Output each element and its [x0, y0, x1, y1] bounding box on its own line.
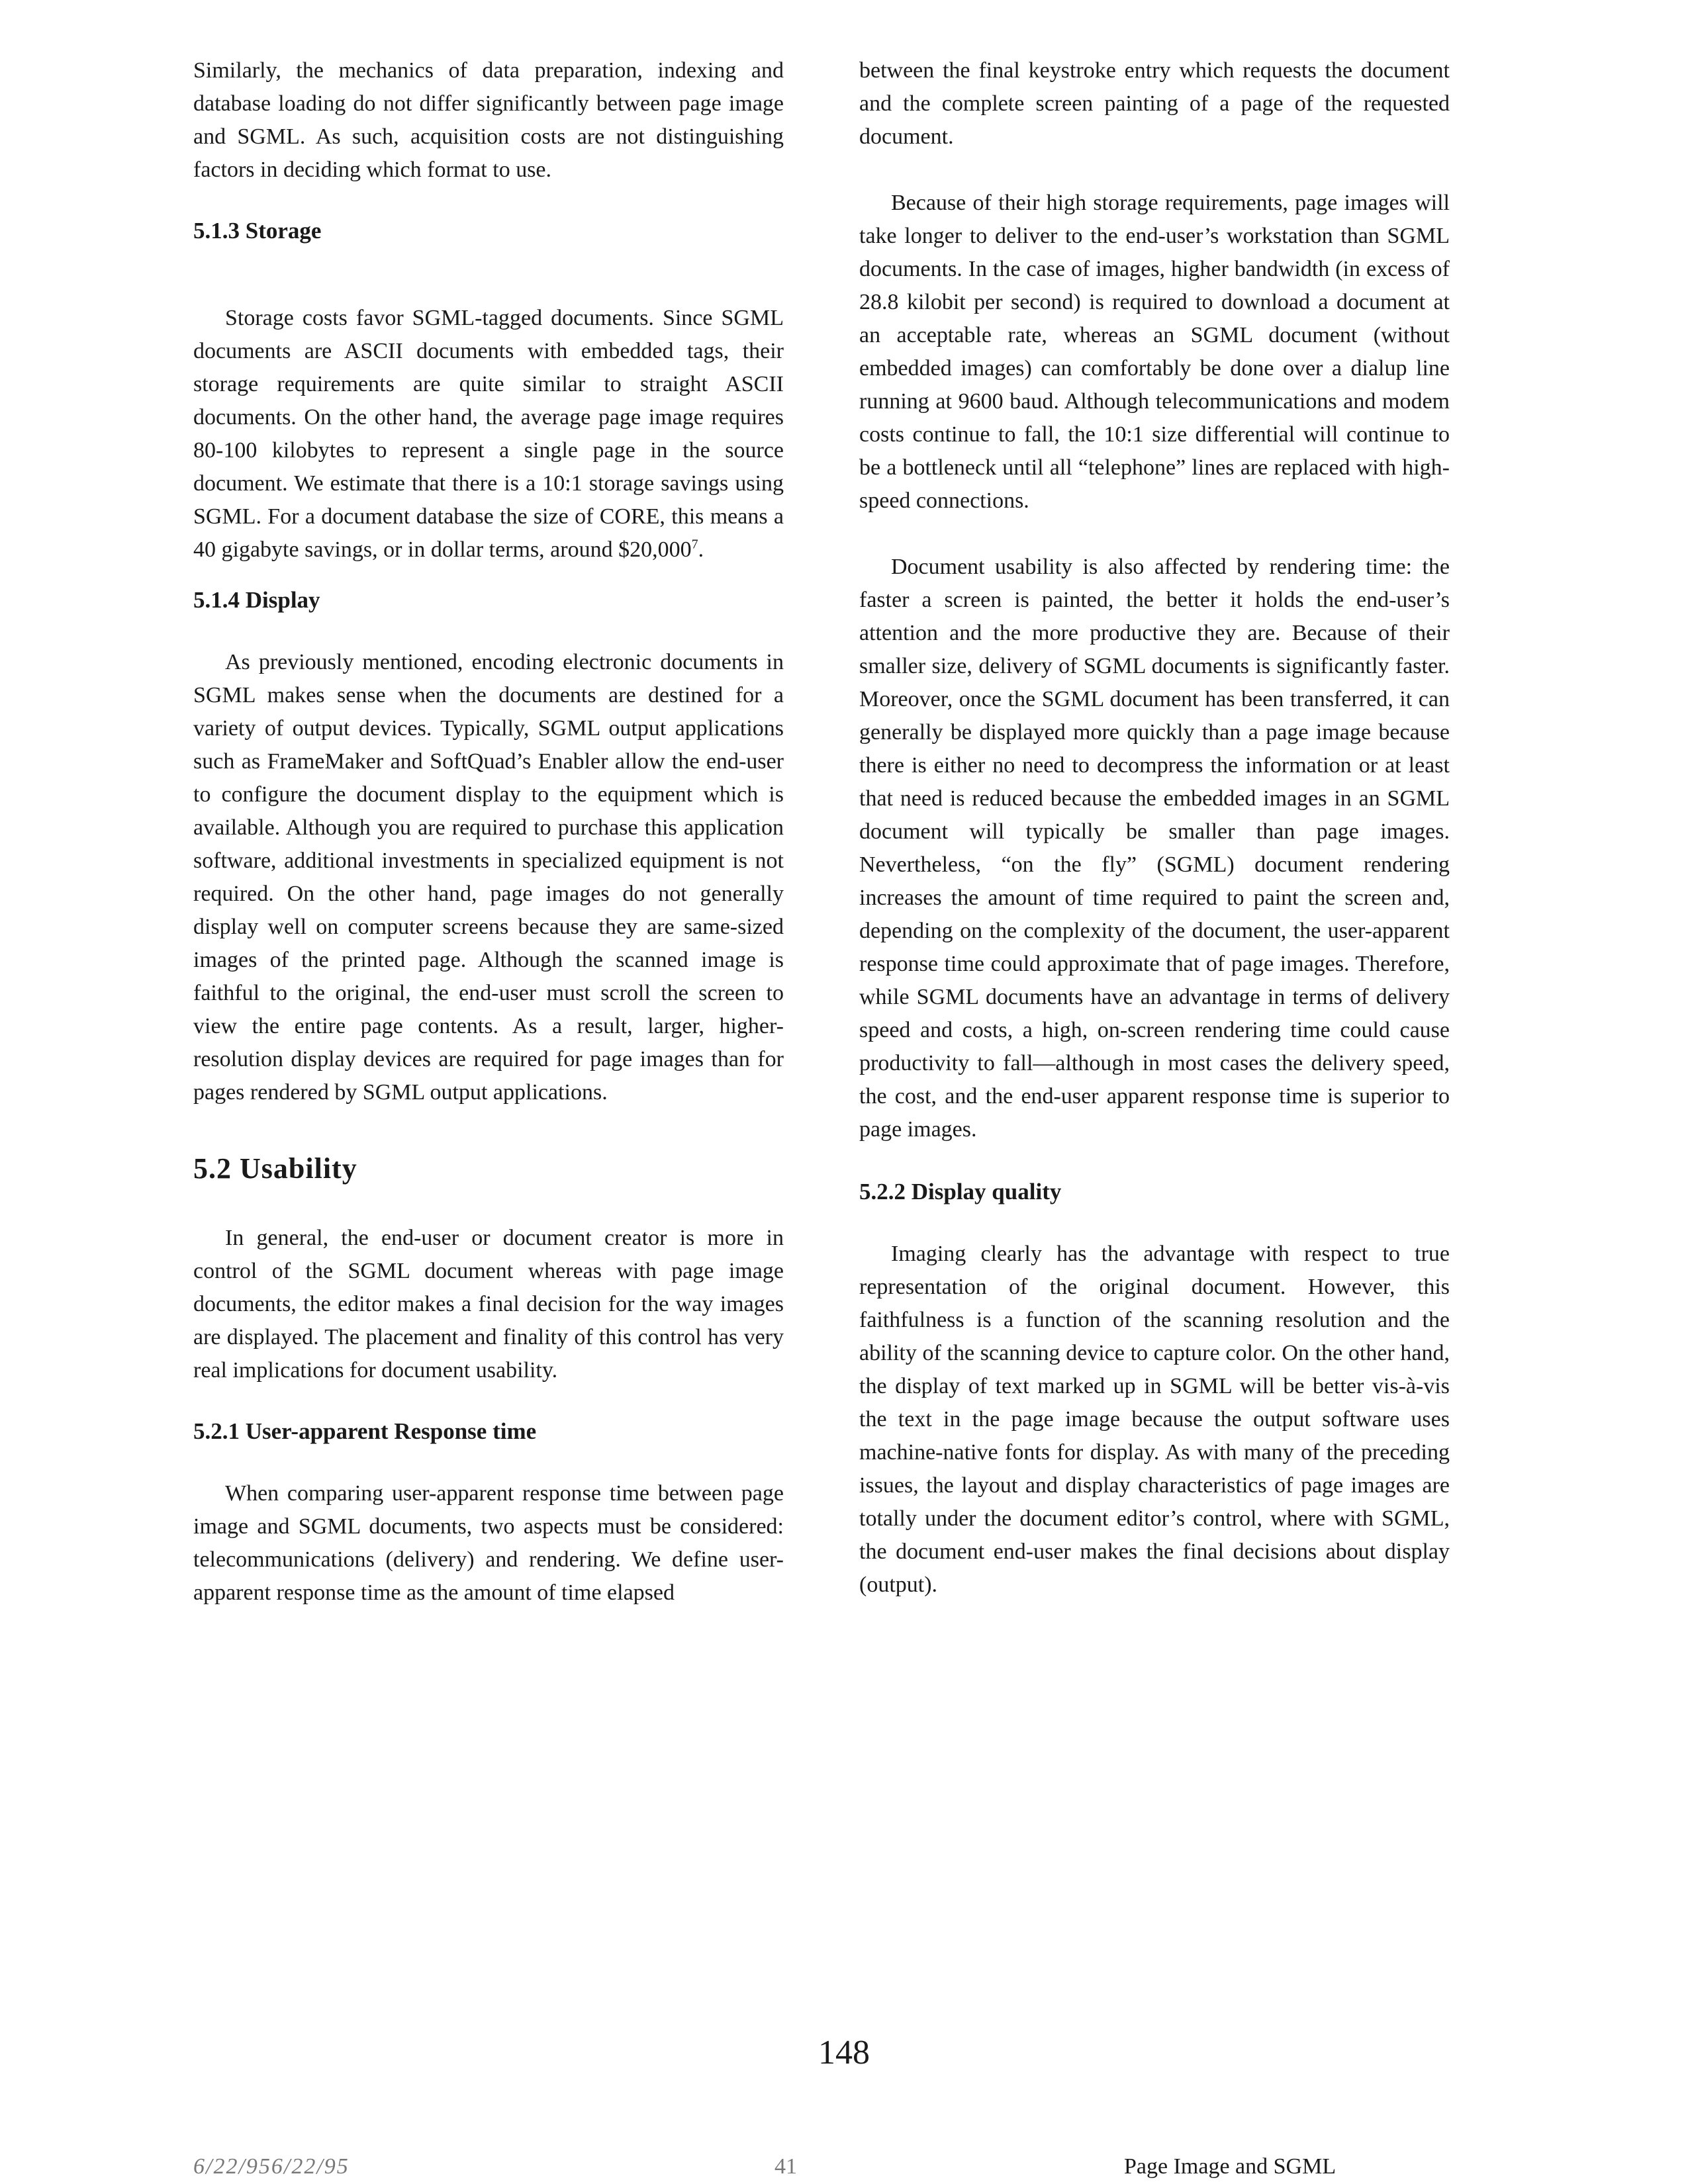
display-heading: 5.1.4 Display	[193, 587, 320, 613]
storage-text-end: .	[698, 537, 704, 562]
page-number: 148	[818, 2034, 870, 2071]
response-time-paragraph: When comparing user-apparent response time between page image and SGML documents, two aspects must be considered: telecommunications (delivery) and rendering. We define user-apparent response time as the amount of time elapsed	[193, 1481, 784, 1605]
storage-text: Storage costs favor SGML-tagged documents. Since SGML documents are ASCII documents with embedded tags, their storage requirements are quite similar to straight ASCII documents. On the other hand, the average page image requires 80-100 kilobytes to represent a single page in the source document. We estimate that there is a 10:1 storage savings using SGML. For a document database the size of CORE, this means a 40 gigabyte savings, or in dollar terms, around $20,000	[193, 306, 784, 562]
left-column	[193, 54, 784, 1610]
intro-paragraph: Similarly, the mechanics of data preparation, indexing and database loading do not differ significantly between page image and SGML. As such, acquisition costs are not distinguishing factors in deciding which format to use.	[193, 58, 784, 182]
footer-page-number: 41	[774, 2154, 797, 2179]
response-time-heading: 5.2.1 User-apparent Response time	[193, 1418, 537, 1444]
display-quality-paragraph: Imaging clearly has the advantage with respect to true representation of the original document. However, this faithfulness is a function of the scanning resolution and the ability of the scanning device to capture color. On the other hand, the display of text marked up in SGML will be better vis-à-vis the text in the page image because the output software uses machine-native fonts for display. As with many of the preceding issues, the layout and display characteristics of page images are totally under the document editor’s control, where with SGML, the document end-user makes the final decisions about display (output).	[859, 1242, 1450, 1597]
storage-paragraph	[193, 302, 784, 567]
display-quality-heading: 5.2.2 Display quality	[859, 1179, 1062, 1205]
usability-paragraph: In general, the end-user or document creator is more in control of the SGML document whereas with page image documents, the editor makes a final decision for the way images are displayed. The placement and finality of this control has very real implications for document usability.	[193, 1226, 784, 1383]
footer-date: 6/22/956/22/95	[193, 2154, 350, 2179]
storage-requirements-paragraph: Because of their high storage requirements, page images will take longer to deliver to the end-user’s workstation than SGML documents. In the case of images, higher bandwidth (in excess of 28.8 kilobit per second) is required to download a document at an acceptable rate, whereas an SGML document (without embedded images) can comfortably be done over a dialup line running at 9600 baud. Although telecommunications and modem costs continue to fall, the 10:1 size differential will continue to be a bottleneck until all “telephone” lines are replaced with high-speed connections.	[859, 191, 1450, 513]
right-column	[859, 54, 1450, 1602]
usability-heading: 5.2 Usability	[193, 1152, 357, 1185]
footnote-marker: 7	[691, 537, 698, 552]
storage-heading: 5.1.3 Storage	[193, 218, 322, 244]
continuation-paragraph: between the final keystroke entry which requests the document and the complete screen painting of a page of the requested document.	[859, 58, 1450, 149]
display-paragraph: As previously mentioned, encoding electronic documents in SGML makes sense when the documents are destined for a variety of output devices. Typically, SGML output applications such as FrameMaker and SoftQuad’s Enabler allow the end-user to configure the document display to the equipment which is available. Although you are required to purchase this application software, additional investments in specialized equipment is not required. On the other hand, page images do not generally display well on computer screens because they are same-sized images of the printed page. Although the scanned image is faithful to the original, the end-user must scroll the screen to view the entire page contents. As a result, larger, higher-resolution display devices are required for page images than for pages rendered by SGML output applications.	[193, 650, 784, 1105]
footer-title: Page Image and SGML	[1124, 2154, 1336, 2179]
rendering-paragraph: Document usability is also affected by rendering time: the faster a screen is painted, the better it holds the end-user’s attention and the more productive they are. Because of their smaller size, delivery of SGML documents is significantly faster. Moreover, once the SGML document has been transferred, it can generally be displayed more quickly than a page image because there is either no need to decompress the information or at least that need is reduced because the embedded images in an SGML document will typically be smaller than page images. Nevertheless, “on the fly” (SGML) document rendering increases the amount of time required to paint the screen and, depending on the complexity of the document, the user-apparent response time could approximate that of page images. Therefore, while SGML documents have an advantage in terms of delivery speed and costs, a high, on-screen rendering time could cause productivity to fall—although in most cases the delivery speed, the cost, and the end-user apparent response time is superior to page images.	[859, 555, 1450, 1142]
